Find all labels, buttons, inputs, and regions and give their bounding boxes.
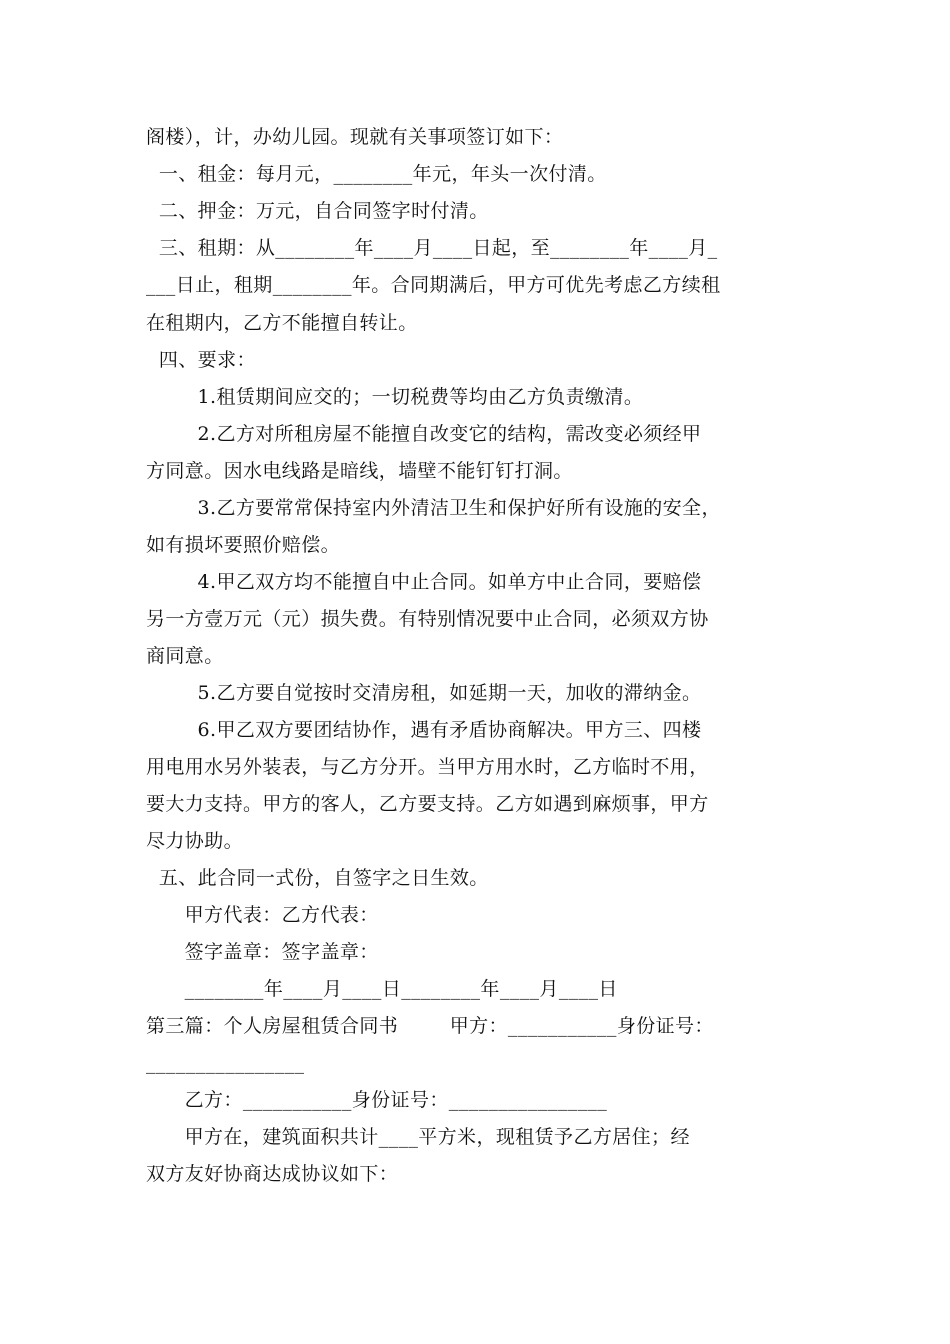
requirement-item: 2.乙方对所租房屋不能擅自改变它的结构，需改变必须经甲 xyxy=(146,423,702,445)
text-line: 用电用水另外装表，与乙方分开。当甲方用水时，乙方临时不用， xyxy=(146,756,709,778)
text-line: 商同意。 xyxy=(146,645,224,667)
signature-representatives: 甲方代表：乙方代表： xyxy=(146,904,379,926)
text-line: 双方友好协商达成协议如下： xyxy=(146,1163,399,1185)
requirement-item: 1.租赁期间应交的；一切税费等均由乙方负责缴清。 xyxy=(146,386,644,408)
requirement-item: 3.乙方要常常保持室内外清洁卫生和保护好所有设施的安全， xyxy=(146,497,721,519)
text-line: 阁楼），计，办幼儿园。现就有关事项签订如下： xyxy=(146,126,564,148)
clause-effective: 五、此合同一式份，自签字之日生效。 xyxy=(146,867,489,889)
requirement-item: 4.甲乙双方均不能擅自中止合同。如单方中止合同，要赔偿 xyxy=(146,571,702,593)
text-line: 要大力支持。甲方的客人，乙方要支持。乙方如遇到麻烦事，甲方 xyxy=(146,793,709,815)
text-line: 如有损坏要照价赔偿。 xyxy=(146,534,341,556)
text-line: 甲方在，建筑面积共计____平方米，现租赁予乙方居住；经 xyxy=(146,1126,690,1148)
party-b-line: 乙方：___________身份证号：________________ xyxy=(146,1089,608,1111)
id-number-blank: ________________ xyxy=(146,1052,305,1074)
text-line: 另一方壹万元（元）损失费。有特别情况要中止合同，必须双方协 xyxy=(146,608,709,630)
text-line: 在租期内，乙方不能擅自转让。 xyxy=(146,312,418,334)
requirement-item: 5.乙方要自觉按时交清房租，如延期一天，加收的滞纳金。 xyxy=(146,682,702,704)
section-three-heading: 第三篇：个人房屋租赁合同书 甲方：___________身份证号： xyxy=(146,1015,714,1037)
signature-seals: 签字盖章：签字盖章： xyxy=(146,941,379,963)
clause-deposit: 二、押金：万元，自合同签字时付清。 xyxy=(146,200,489,222)
signature-dates: ________年____月____日________年____月____日 xyxy=(146,978,618,1000)
clause-requirements-heading: 四、要求： xyxy=(146,349,256,371)
text-line: 尽力协助。 xyxy=(146,830,244,852)
text-line: 方同意。因水电线路是暗线，墙壁不能钉钉打洞。 xyxy=(146,460,573,482)
requirement-item: 6.甲乙双方要团结协作，遇有矛盾协商解决。甲方三、四楼 xyxy=(146,719,702,741)
text-line: ___日止，租期________年。合同期满后，甲方可优先考虑乙方续租 xyxy=(146,274,721,296)
clause-term: 三、租期：从________年____月____日起，至________年____月_ xyxy=(146,237,718,259)
clause-rent: 一、租金：每月元，________年元，年头一次付清。 xyxy=(146,163,607,185)
